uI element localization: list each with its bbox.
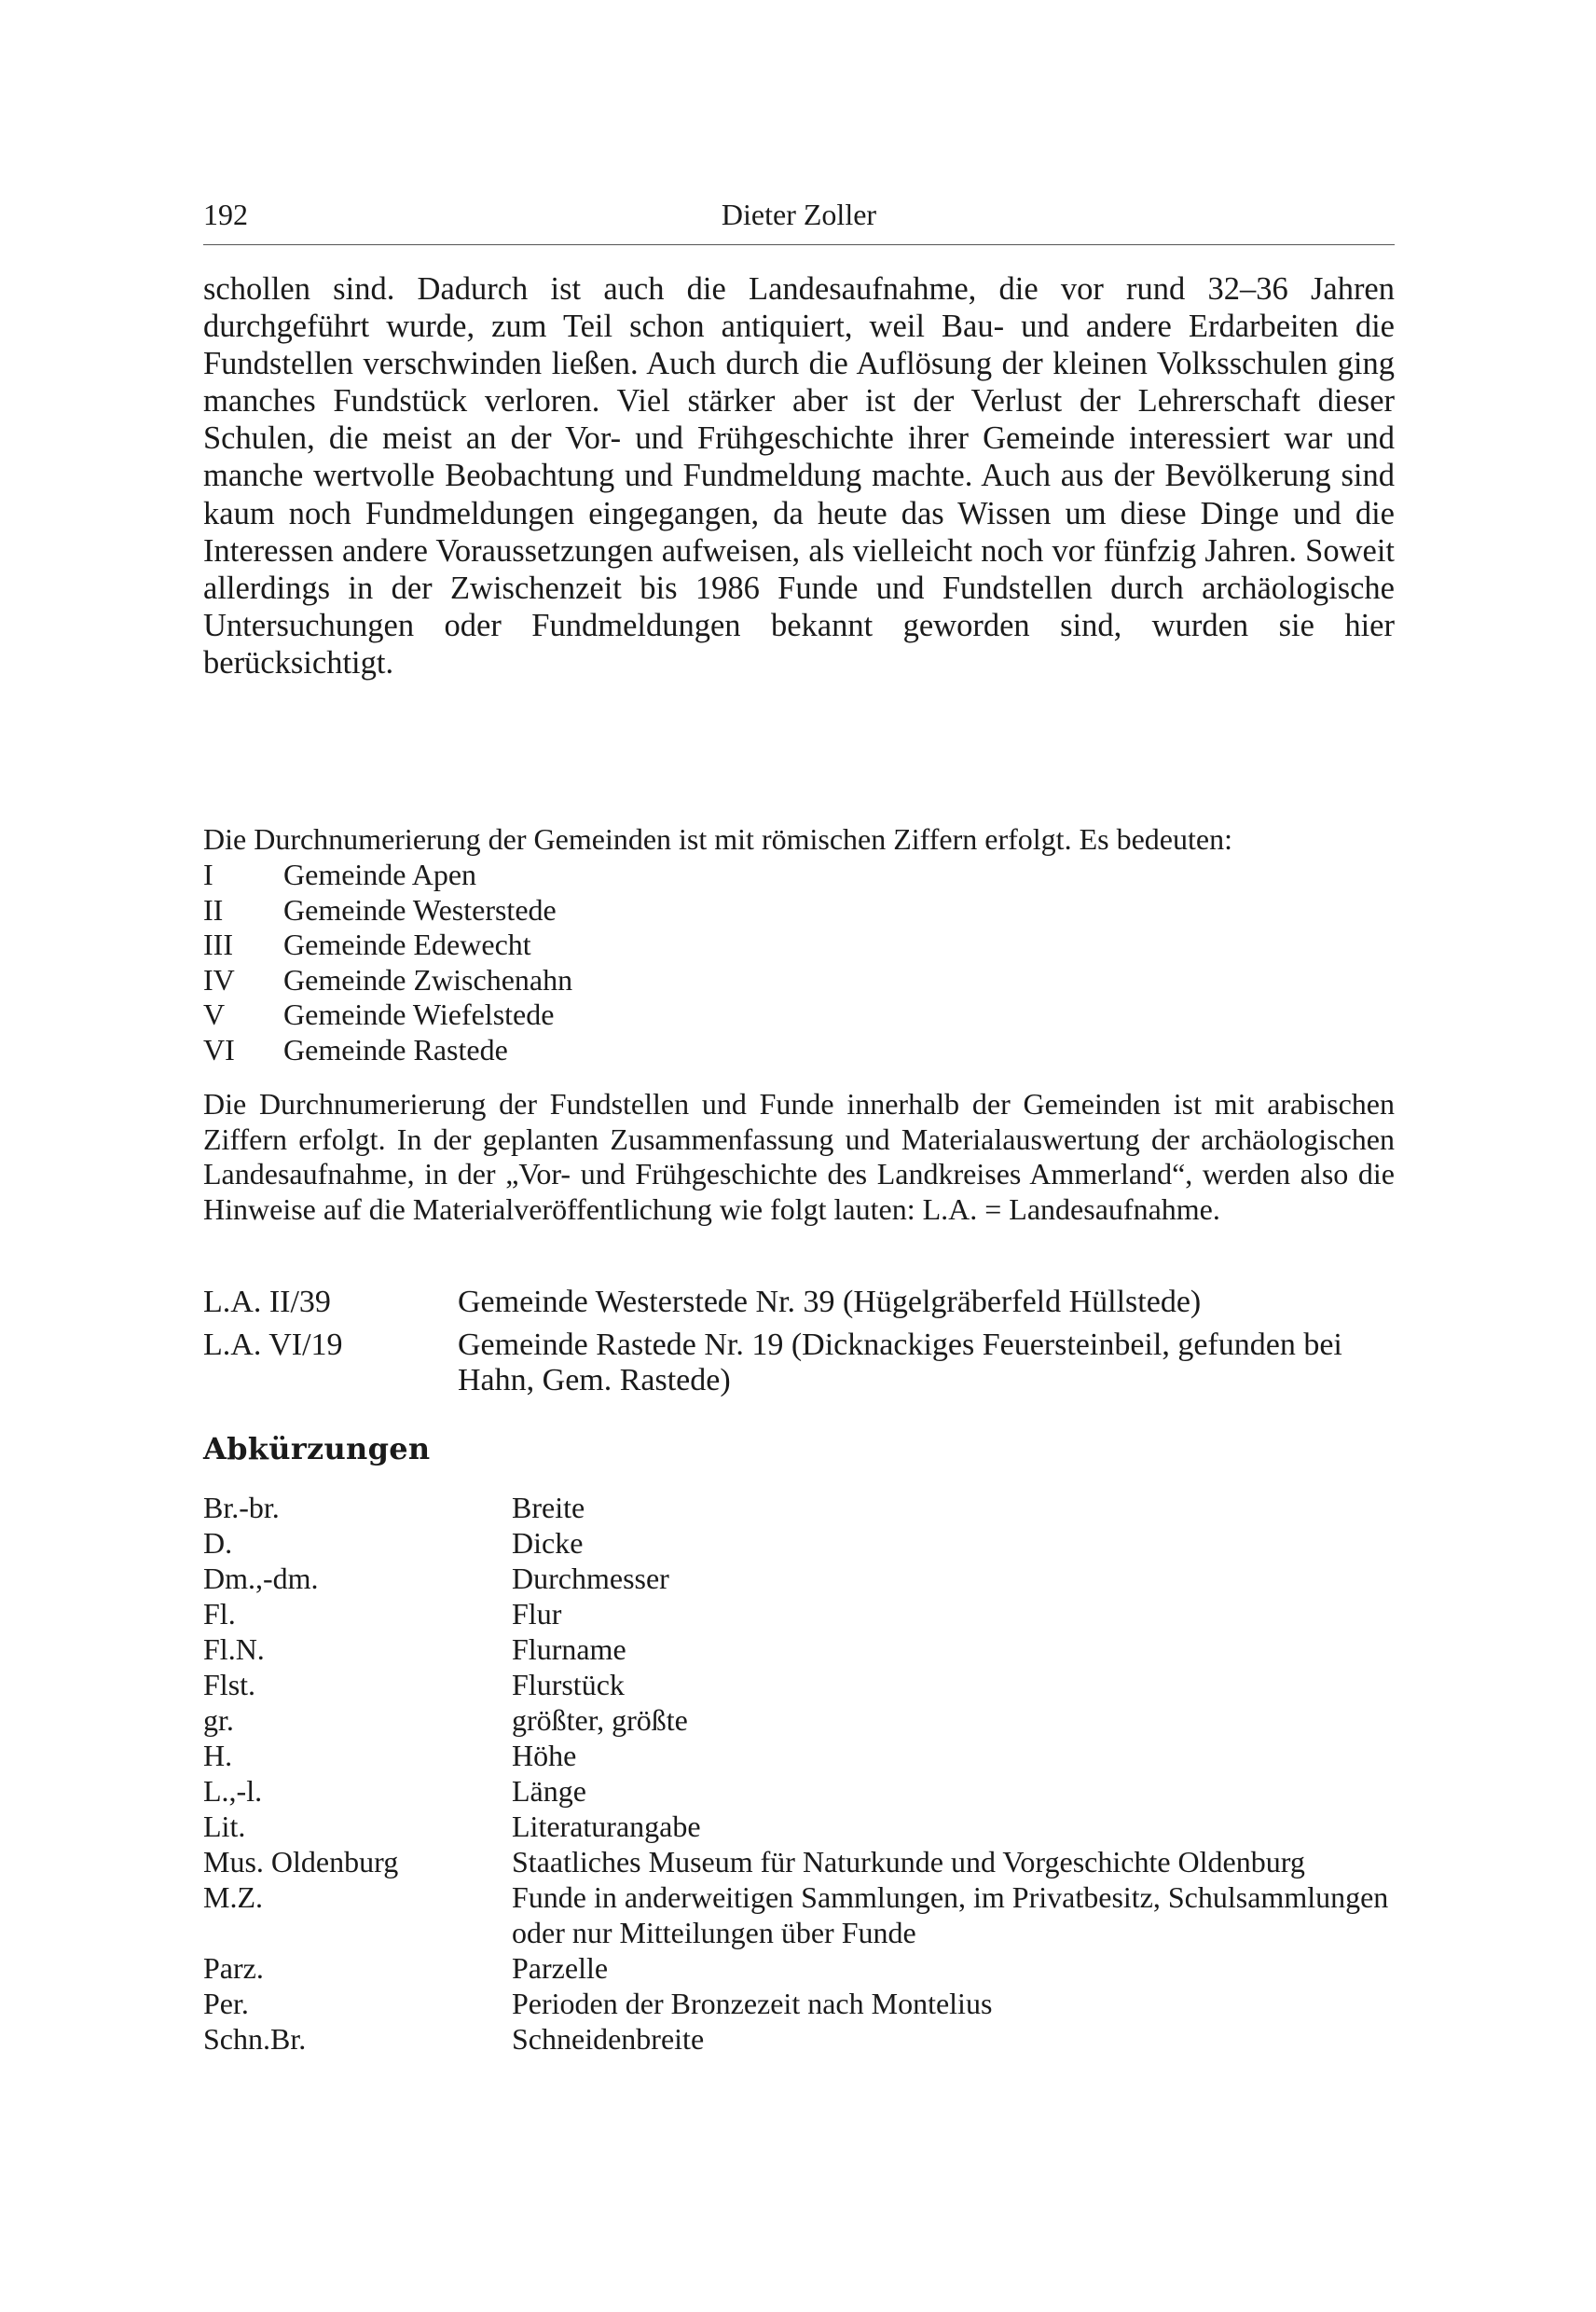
abbreviation: H. (203, 1739, 233, 1772)
abbreviation: Flst. (203, 1668, 256, 1701)
abbreviation-meaning: Dicke (512, 1526, 584, 1560)
list-item (203, 998, 1395, 1033)
body-paragraph: schollen sind. Dadurch ist auch die Landesaufnahme, die vor rund 32–36 Jahren durchgeführt wurde, zum Teil schon antiquiert, weil Bau- und andere Erdarbeiten die Fundstellen verschwinden ließen. Auch durch die Auflösung der kleinen Volksschulen ging manches Fundstück verloren. Viel stärker aber ist der Verlust der Lehrerschaft dieser Schulen, die meist an der Vor- und Frühgeschichte ihrer Gemeinde interessiert war und manche wertvolle Beobachtung und Fundmeldung machte. Auch aus der Bevölkerung sind kaum noch Fundmeldungen eingegangen, da heute das Wissen um diese Dinge und die Interessen andere Voraussetzungen aufweisen, als vielleicht noch vor fünfzig Jahren. Soweit allerdings in der Zwischenzeit bis 1986 Funde und Fundstellen durch archäologische Untersuchungen oder Fundmeldungen bekannt geworden sind, wurden sie hier berücksichtigt. (203, 271, 1395, 681)
abbreviation-meaning: Durchmesser (512, 1562, 669, 1595)
abbreviation: Dm.,-dm. (203, 1562, 319, 1595)
abbreviation-meaning: Flurstück (512, 1668, 625, 1701)
municipality-name: Gemeinde Westerstede (283, 892, 557, 927)
list-item (203, 858, 1395, 893)
abbreviation: Parz. (203, 1951, 264, 1985)
abbreviation-meaning: größter, größte (512, 1703, 688, 1737)
roman-numeral: V (203, 998, 226, 1031)
list-item (203, 1986, 1395, 2021)
list-item (203, 1631, 1395, 1667)
numbering-intro: Die Durchnumerierung der Gemeinden ist mit römischen Ziffern erfolgt. Es bedeuten: (203, 822, 1232, 856)
numbering-paragraph: Die Durchnumerierung der Fundstellen und Funde innerhalb der Gemeinden ist mit arabischen Ziffern erfolgt. In der geplanten Zusammenfassung und Materialauswertung der archäologischen Landesaufnahme, in der „Vor- und Frühgeschichte des Landkreises Ammerland“, werden also die Hinweise auf die Materialveröffentlichung wie folgt lauten: L.A. = Landesaufnahme. (203, 1087, 1395, 1226)
abbreviation-meaning: Funde in anderweitigen Sammlungen, im Privatbesitz, Schulsammlungen oder nur Mitteilungen über Funde (512, 1880, 1389, 1949)
abbreviations-list (203, 1490, 1395, 2057)
abbreviation: D. (203, 1526, 233, 1560)
roman-numeral: III (203, 928, 233, 961)
reference-code: L.A. VI/19 (203, 1328, 343, 1362)
page-header (203, 194, 1395, 241)
abbreviation: Per. (203, 1987, 249, 2020)
abbreviation-meaning: Schneidenbreite (512, 2022, 705, 2056)
list-item (203, 2021, 1395, 2057)
list-item (203, 1667, 1395, 1702)
abbreviation-meaning: Literaturangabe (512, 1810, 701, 1843)
abbreviation-meaning: Länge (512, 1774, 586, 1808)
list-item (203, 1702, 1395, 1738)
reference-description: Gemeinde Westerstede Nr. 39 (Hügelgräberfeld Hüllstede) (458, 1285, 1202, 1319)
reference-row (203, 1285, 1395, 1320)
abbreviation: gr. (203, 1703, 234, 1737)
abbreviation-meaning: Parzelle (512, 1951, 609, 1985)
list-item (203, 1596, 1395, 1631)
list-item (203, 893, 1395, 929)
page-number: 192 (203, 198, 248, 231)
roman-numeral: IV (203, 962, 235, 997)
list-item (203, 1525, 1395, 1561)
list-item (203, 1809, 1395, 1844)
list-item (203, 1738, 1395, 1773)
abbreviation: L.,-l. (203, 1774, 263, 1808)
abbreviation: Lit. (203, 1810, 246, 1843)
abbreviations-heading: Abkürzungen (203, 1431, 431, 1466)
municipality-name: Gemeinde Apen (283, 858, 477, 891)
municipality-name: Gemeinde Wiefelstede (283, 998, 555, 1031)
reference-row (203, 1328, 1395, 1398)
abbreviation-meaning: Flur (512, 1597, 562, 1631)
running-head-author: Dieter Zoller (721, 198, 877, 231)
abbreviation-meaning: Höhe (512, 1739, 577, 1772)
list-item (203, 1033, 1395, 1068)
list-item (203, 928, 1395, 963)
abbreviation-meaning: Flurname (512, 1632, 626, 1666)
abbreviation-meaning: Staatliches Museum für Naturkunde und Vorgeschichte Oldenburg (512, 1845, 1305, 1878)
municipality-name: Gemeinde Rastede (283, 1032, 508, 1067)
list-item (203, 1950, 1395, 1986)
abbreviation: Mus. Oldenburg (203, 1845, 399, 1878)
reference-code: L.A. II/39 (203, 1285, 331, 1319)
abbreviation: Fl.N. (203, 1632, 265, 1666)
abbreviation: Br.-br. (203, 1491, 280, 1524)
list-item (203, 1490, 1395, 1525)
municipality-list (203, 858, 1395, 1067)
roman-numeral: VI (203, 1032, 235, 1067)
abbreviation: Fl. (203, 1597, 236, 1631)
reference-description: Gemeinde Rastede Nr. 19 (Dicknackiges Feuersteinbeil, gefunden bei Hahn, Gem. Rastede) (458, 1328, 1342, 1397)
list-item (203, 1844, 1395, 1879)
roman-numeral: II (203, 892, 224, 927)
abbreviation: Schn.Br. (203, 2022, 307, 2056)
municipality-name: Gemeinde Zwischenahn (283, 962, 573, 997)
abbreviation-meaning: Breite (512, 1491, 585, 1524)
municipality-name: Gemeinde Edewecht (283, 928, 531, 961)
list-item (203, 1773, 1395, 1809)
list-item (203, 963, 1395, 998)
list-item (203, 1561, 1395, 1596)
abbreviation: M.Z. (203, 1880, 263, 1914)
landesaufnahme-references (203, 1285, 1395, 1406)
abbreviation-meaning: Perioden der Bronzezeit nach Montelius (512, 1987, 993, 2020)
list-item (203, 1879, 1395, 1950)
roman-numeral: I (203, 858, 213, 891)
header-rule (203, 244, 1395, 245)
